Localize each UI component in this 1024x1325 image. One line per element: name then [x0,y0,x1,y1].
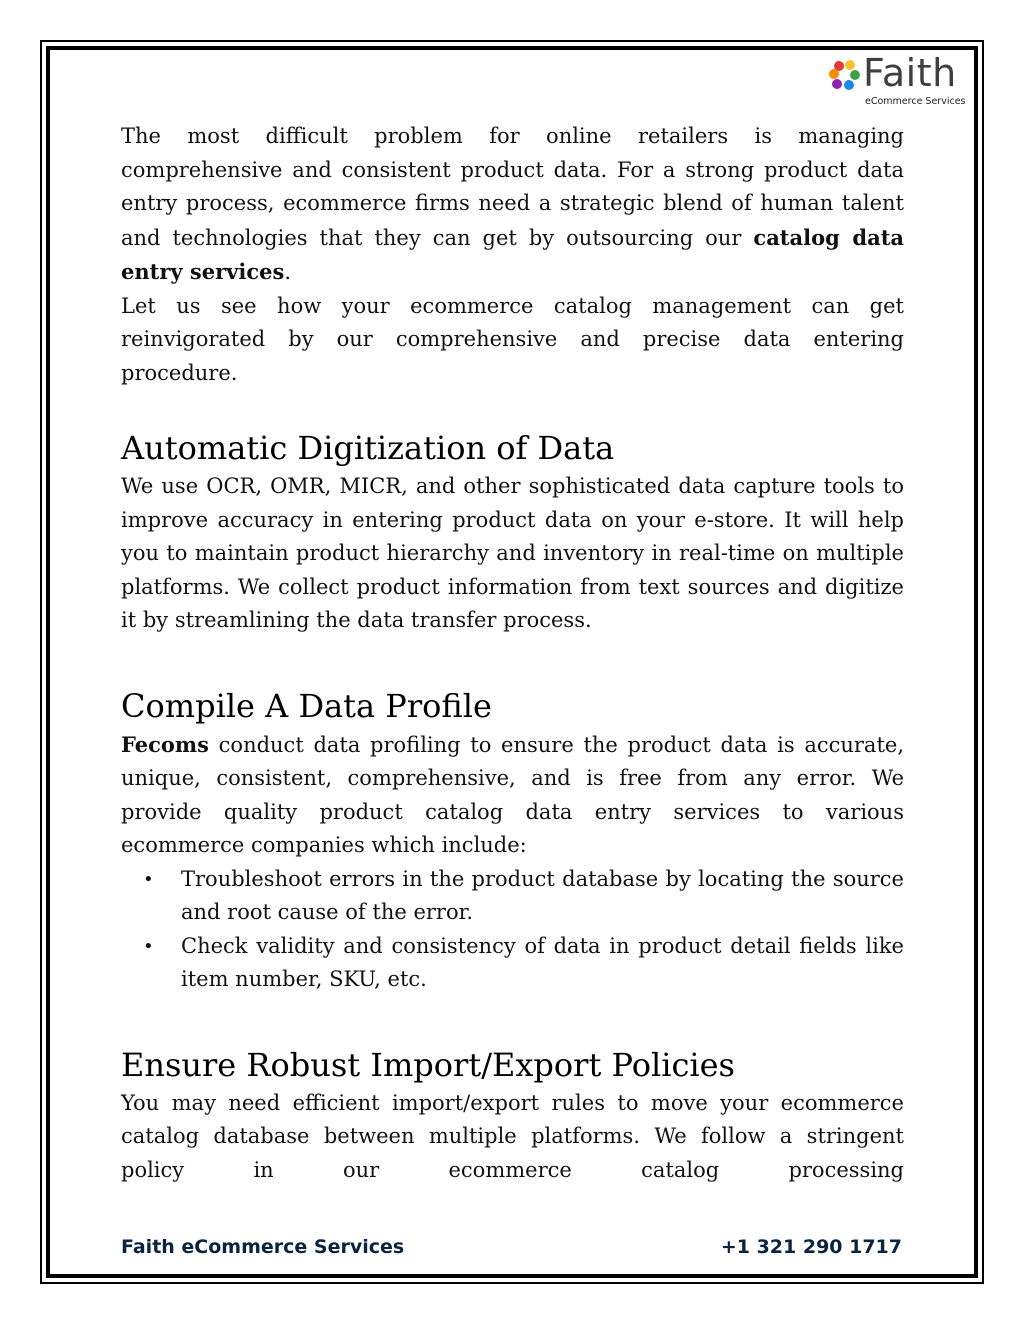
section-body-digitization: We use OCR, OMR, MICR, and other sophisticated data capture tools to improve accuracy in entering product data on your e-store. It will help you to maintain product hierarchy and inventory in real-time on multiple platforms. We collect product information from text sources and digitize it by streamlining the data transfer process. [121,474,904,632]
page-footer [121,1236,904,1264]
bullet-icon: • [143,935,154,957]
document-body [121,120,904,1187]
section-heading-digitization: Automatic Digitization of Data [121,429,615,467]
fecoms-bold: Fecoms [121,731,209,757]
intro-text: The most difficult problem for online retailers is managing comprehensive and consistent product data. For a strong product data entry process, ecommerce firms need a strategic blend of human talent and technologies that they can get by outsourcing our [121,124,904,250]
section-body-data-profile [121,728,904,863]
section-heading-data-profile: Compile A Data Profile [121,686,492,725]
section-body-import-export: You may need efficient import/export rules to move your ecommerce catalog database between multiple platforms. We follow a stringent policy in our ecommerce catalog processing [121,1090,904,1182]
bullet-list [121,863,904,997]
list-item [121,930,904,997]
footer-company: Faith eCommerce Services [121,1236,405,1258]
flower-logo-icon [829,58,861,98]
catalog-services-link-text: catalog data entry services [121,224,905,284]
company-logo [829,51,974,114]
list-item-text: Troubleshoot errors in the product database by locating the source and root cause of the error. [181,866,904,924]
logo-tagline: eCommerce Services [865,96,966,107]
intro-paragraph [121,120,904,290]
footer-phone: +1 321 290 1717 [720,1236,902,1258]
list-item [121,863,904,930]
list-item-text: Check validity and consistency of data in product detail fields like item number, SKU, etc. [181,933,904,991]
intro-period: . [284,260,291,284]
section-heading-import-export: Ensure Robust Import/Export Policies [121,1045,735,1084]
data-profile-text: conduct data profiling to ensure the product data is accurate, unique, consistent, comprehensive, and is free from any error. We provide quality product catalog data entry services to various ecommerce companies which include: [121,732,904,857]
bullet-icon: • [143,868,154,890]
intro-paragraph-2: Let us see how your ecommerce catalog management can get reinvigorated by our comprehensive and precise data entering procedure. [121,293,904,385]
logo-wordmark: Faith [863,51,957,95]
